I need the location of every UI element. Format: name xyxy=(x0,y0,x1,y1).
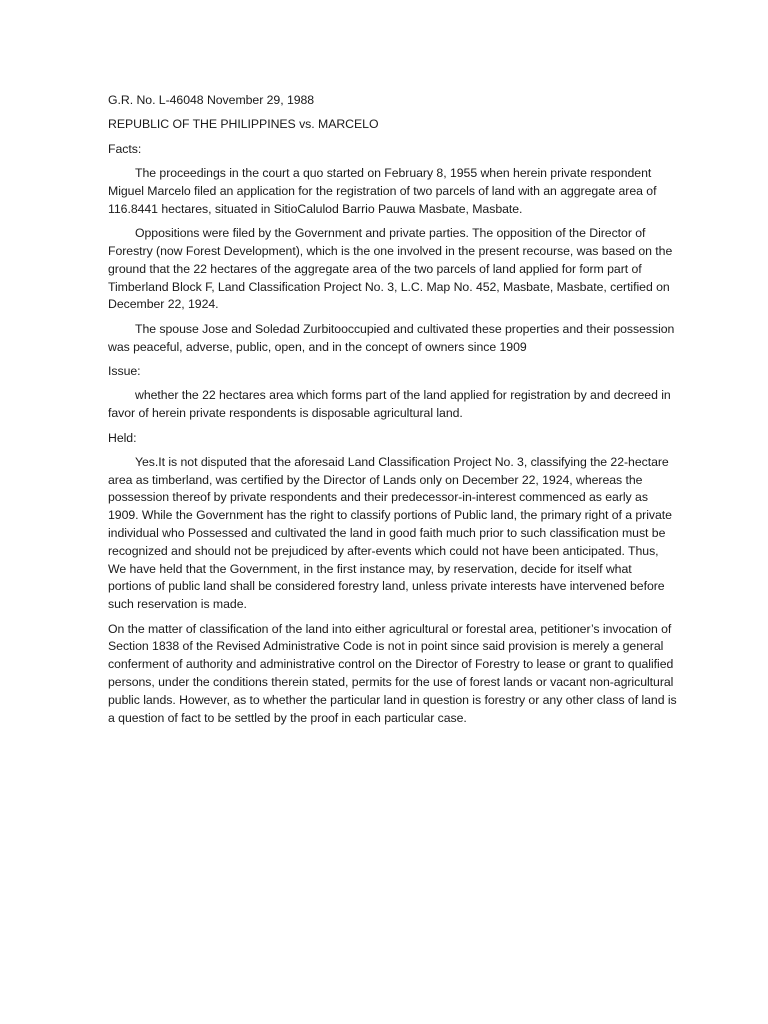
facts-paragraph: The proceedings in the court a quo started on February 8, 1955 when herein private respondent Miguel Marcelo filed an application for the registration of two parcels of land with an aggregate area of 116.8441 hectares, situated in SitioCalulod Barrio Pauwa Masbate, Masbate. xyxy=(108,166,657,216)
held-paragraph: On the matter of classification of the land into either agricultural or forestal area, petitioner’s invocation of Section 1838 of the Revised Administrative Code is not in point since said provision is merely a general conferment of authority and administrative control on the Director of Forestry to lease or grant to qualified persons, under the conditions therein stated, permits for the use of forest lands or vacant non-agricultural public lands. However, as to whether the particular land in question is forestry or any other class of land is a question of fact to be settled by the proof in each particular case. xyxy=(108,621,677,725)
held-heading: Held: xyxy=(108,430,137,445)
case-number: G.R. No. L-46048 November 29, 1988 xyxy=(108,93,315,107)
facts-paragraph: Oppositions were filed by the Government and private parties. The opposition of the Director of Forestry (now Forest Development), which is the one involved in the present recourse, was based on the ground that the 22 hectares of the aggregate area of the two parcels of land applied for form part of Timberland Block F, Land Classification Project No. 3, L.C. Map No. 452, Masbate, Masbate, certified on December 22, 1924. xyxy=(108,226,673,312)
held-paragraph: Yes.It is not disputed that the aforesaid Land Classification Project No. 3, classifying the 22-hectare area as timberland, was certified by the Director of Lands only on December 22, 1924, whereas the possession thereof by private respondents and their predecessor-in-interest commenced as early as 1909. While the Government has the right to classify portions of Public land, the primary right of a private individual who Possessed and cultivated the land in good faith much prior to such classification must be recognized and should not be prejudiced by after-events which could not have been anticipated. Thus, We have held that the Government, in the first instance may, by reservation, decide for itself what portions of public land shall be considered forestry land, unless private interests have intervened before such reservation is made. xyxy=(108,454,672,612)
facts-paragraph: The spouse Jose and Soledad Zurbitooccupied and cultivated these properties and their possession was peaceful, adverse, public, open, and in the concept of owners since 1909 xyxy=(108,321,675,354)
issue-paragraph: whether the 22 hectares area which forms part of the land applied for registration by and decreed in favor of herein private respondents is disposable agricultural land. xyxy=(108,388,671,421)
case-title: REPUBLIC OF THE PHILIPPINES vs. MARCELO xyxy=(108,117,379,132)
issue-heading: Issue: xyxy=(108,363,141,378)
facts-heading: Facts: xyxy=(108,141,142,156)
document-page xyxy=(108,92,678,734)
